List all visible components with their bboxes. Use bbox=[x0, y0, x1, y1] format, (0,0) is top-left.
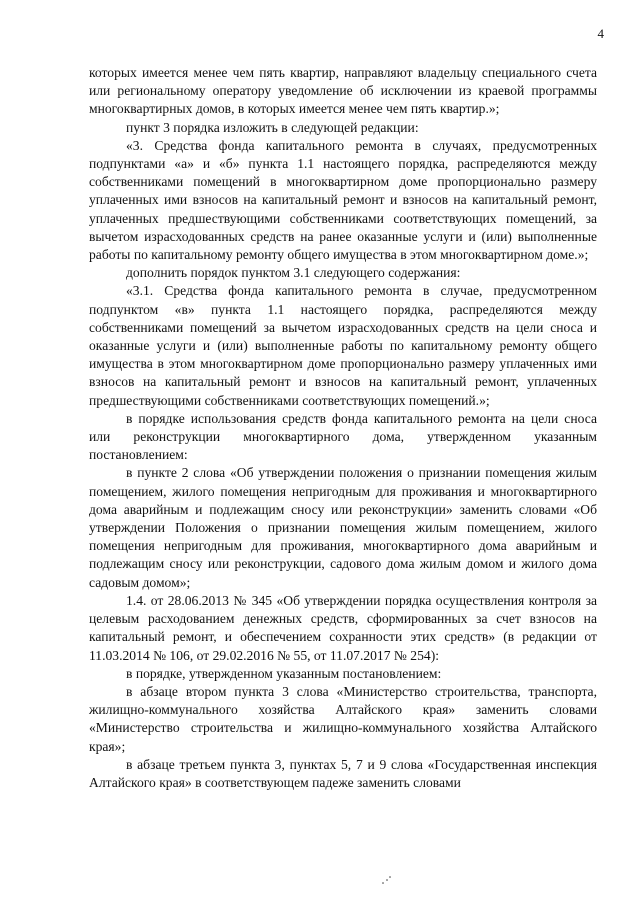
scan-speck bbox=[380, 874, 394, 886]
paragraph: в абзаце втором пункта 3 слова «Министерство строительства, транспорта, жилищно-коммунального хозяйства Алтайского края» заменить словами «Министерство строительства и жилищно-коммунального хозяйства Алтайского края»; bbox=[89, 683, 597, 754]
page-number: 4 bbox=[597, 26, 604, 41]
paragraph: в пункте 2 слова «Об утверждении положения о признании помещения жилым помещением, жилого помещения непригодным для проживания и многоквартирного дома аварийным и подлежащим сносу или реконструкции» заменить словами «Об утверждении Положения о признании помещения жилым помещением, жилого помещения непригодным для проживания, многоквартирного дома аварийным и подлежащим сносу или реконструкции, садового дома жилым домом и жилого дома садовым домом»; bbox=[89, 465, 597, 590]
paragraph: «3. Средства фонда капитального ремонта в случаях, предусмотренных подпунктами «а» и «б» пункта 1.1 настоящего порядка, распределяются между собственниками помещений в многоквартирном доме пропорционально размеру уплаченных ими взносов на капитальный ремонт и взносов на капитальный ремонт, уплаченных предшествующими собственниками соответствующих помещений, за вычетом израсходованных средств на ранее оказанные услуги и (или) выполненные работы по капитальному ремонту общего имущества в этом многоквартирном доме.»; bbox=[89, 137, 597, 263]
document-body bbox=[89, 64, 597, 792]
paragraph: в порядке, утвержденном указанным постановлением: bbox=[126, 665, 442, 681]
paragraph: «3.1. Средства фонда капитального ремонта в случае, предусмотренном подпунктом «в» пункта 1.1 настоящего порядка, распределяются между собственниками помещений за вычетом израсходованных средств на цели сноса и оказанные услуги и (или) выполненные работы по капитальному ремонту общего имущества в этом многоквартирном доме пропорционально размеру уплаченных ими взносов на капитальный ремонт и взносов на капитальный ремонт, уплаченных предшествующими собственниками соответствующих помещений.»; bbox=[89, 283, 597, 408]
paragraph: которых имеется менее чем пять квартир, направляют владельцу специального счета или региональному оператору уведомление об исключении из краевой программы многоквартирных домов, в которых имеется менее чем пять квартир.»; bbox=[89, 65, 597, 117]
paragraph: дополнить порядок пунктом 3.1 следующего содержания: bbox=[126, 265, 461, 281]
paragraph: в порядке использования средств фонда капитального ремонта на цели сноса или реконструкции многоквартирного дома, утвержденном указанным постановлением: bbox=[89, 410, 597, 463]
paragraph: 1.4. от 28.06.2013 № 345 «Об утверждении порядка осуществления контроля за целевым расходованием денежных средств, сформированных за счет взносов на капитальный ремонт, и обеспечением сохранности этих средств» (в редакции от 11.03.2014 № 106, от 29.02.2016 № 55, от 11.07.2017 № 254): bbox=[89, 592, 597, 663]
paragraph: в абзаце третьем пункта 3, пунктах 5, 7 и 9 слова «Государственная инспекция Алтайского края» в соответствующем падеже заменить словами bbox=[89, 756, 597, 790]
paragraph: пункт 3 порядка изложить в следующей редакции: bbox=[126, 119, 419, 135]
